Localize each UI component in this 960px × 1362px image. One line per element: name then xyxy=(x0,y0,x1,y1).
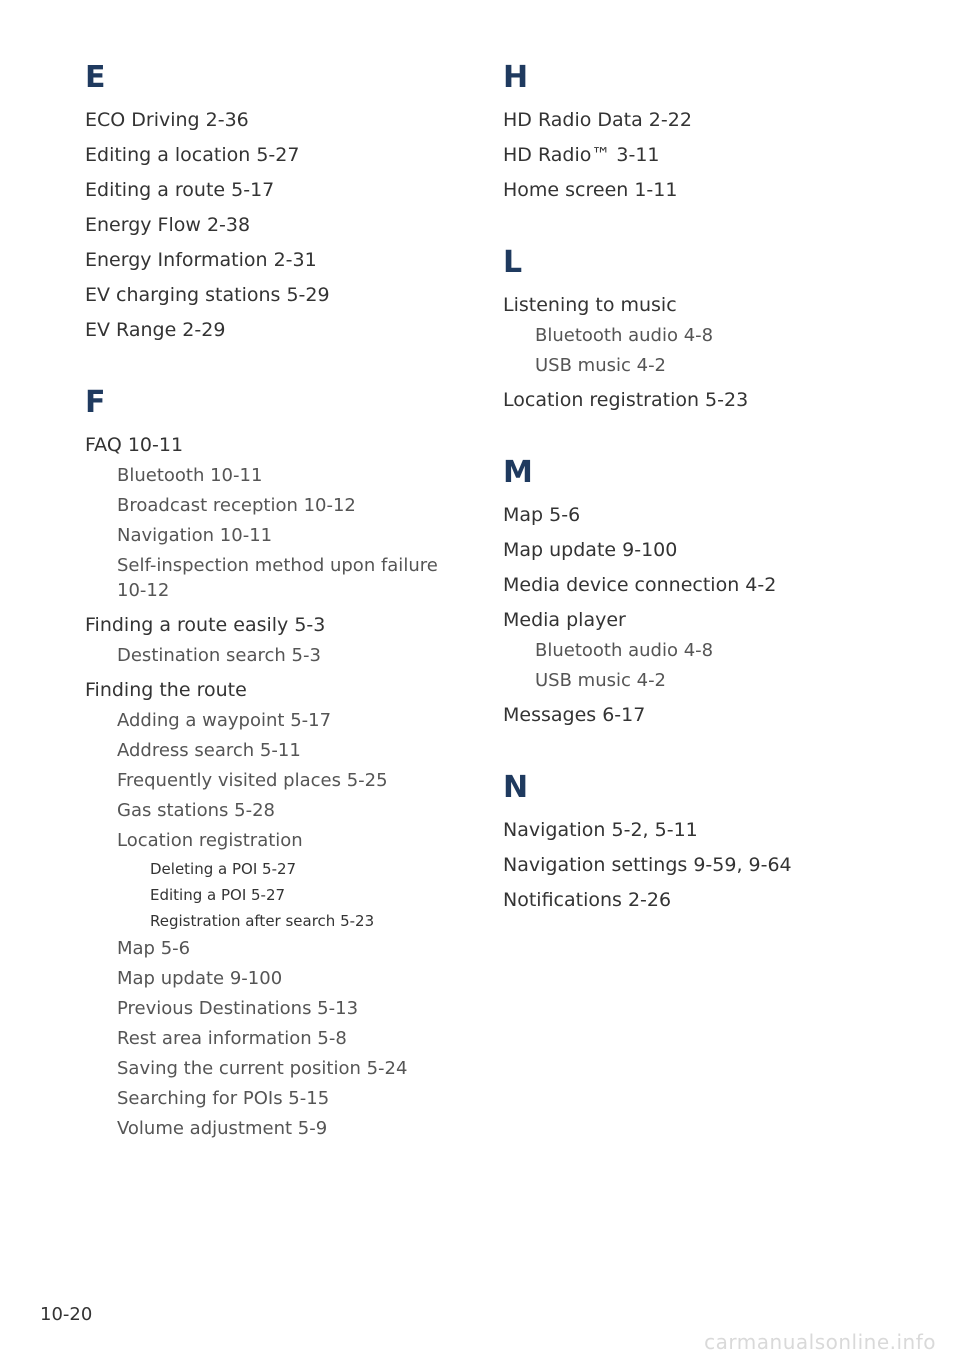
index-entry: Media player xyxy=(503,609,626,631)
index-entry: Finding a route easily 5-3 xyxy=(85,614,326,636)
index-entry: ECO Driving 2-36 xyxy=(85,109,249,131)
index-subentry: USB music 4-2 xyxy=(535,355,667,376)
index-subentry: Destination search 5-3 xyxy=(117,645,321,666)
index-subentry: Saving the current position 5-24 xyxy=(117,1058,408,1079)
index-entry: Messages 6-17 xyxy=(503,704,646,726)
index-entry: Home screen 1-11 xyxy=(503,179,678,201)
index-entry: Editing a location 5-27 xyxy=(85,144,300,166)
index-subentry: USB music 4-2 xyxy=(535,670,667,691)
index-entry: Media device connection 4-2 xyxy=(503,574,777,596)
watermark-text: carmanualsonline.info xyxy=(704,1330,936,1354)
index-column-left xyxy=(85,58,460,1181)
index-subentry: Map 5-6 xyxy=(117,938,191,959)
index-entry: HD Radio Data 2-22 xyxy=(503,109,692,131)
index-subentry: Volume adjustment 5-9 xyxy=(117,1118,328,1139)
index-subentry: Address search 5-11 xyxy=(117,740,301,761)
index-subsubentry: Registration after search 5-23 xyxy=(150,912,375,930)
index-entry: Navigation 5-2, 5-11 xyxy=(503,819,698,841)
index-subentry: Searching for POIs 5-15 xyxy=(117,1088,330,1109)
index-section-n xyxy=(503,768,893,913)
index-entry: Location registration 5-23 xyxy=(503,389,749,411)
index-section-e xyxy=(85,58,460,343)
section-letter: N xyxy=(503,770,529,805)
index-subentry: Bluetooth audio 4-8 xyxy=(535,640,714,661)
index-subentry: Bluetooth audio 4-8 xyxy=(535,325,714,346)
index-subentry: Location registration xyxy=(117,830,303,851)
index-entry: FAQ 10-11 xyxy=(85,434,184,456)
section-letter: M xyxy=(503,455,533,490)
index-entry: Listening to music xyxy=(503,294,677,316)
index-section-h xyxy=(503,58,893,203)
index-subentry: Navigation 10-11 xyxy=(117,525,273,546)
index-subentry: Frequently visited places 5-25 xyxy=(117,770,388,791)
index-subentry: Bluetooth 10-11 xyxy=(117,465,263,486)
index-entry: Energy Flow 2-38 xyxy=(85,214,251,236)
index-entry: HD Radio™ 3-11 xyxy=(503,144,660,166)
index-section-l xyxy=(503,243,893,413)
index-entry: Map 5-6 xyxy=(503,504,581,526)
index-entry: EV Range 2-29 xyxy=(85,319,226,341)
index-subentry: Rest area information 5-8 xyxy=(117,1028,347,1049)
index-column-right xyxy=(503,58,893,953)
section-letter: F xyxy=(85,385,106,420)
index-subentry: Broadcast reception 10-12 xyxy=(117,495,356,516)
index-section-f xyxy=(85,383,460,1141)
index-section-m xyxy=(503,453,893,728)
index-entry: Navigation settings 9-59, 9-64 xyxy=(503,854,792,876)
section-letter: H xyxy=(503,60,529,95)
index-entry: Finding the route xyxy=(85,679,247,701)
index-subentry: Adding a waypoint 5-17 xyxy=(117,710,332,731)
index-subsubentry: Editing a POI 5-27 xyxy=(150,886,286,904)
page-number: 10-20 xyxy=(40,1304,93,1325)
section-letter: L xyxy=(503,245,523,280)
index-entry: Editing a route 5-17 xyxy=(85,179,275,201)
index-subentry: Self-inspection method upon failure 10-12 xyxy=(117,555,438,601)
index-subentry: Previous Destinations 5-13 xyxy=(117,998,359,1019)
index-subentry: Gas stations 5-28 xyxy=(117,800,275,821)
index-entry: Energy Information 2-31 xyxy=(85,249,317,271)
index-entry: Map update 9-100 xyxy=(503,539,678,561)
section-letter: E xyxy=(85,60,106,95)
index-subsubentry: Deleting a POI 5-27 xyxy=(150,860,297,878)
index-entry: Notifications 2-26 xyxy=(503,889,672,911)
index-entry: EV charging stations 5-29 xyxy=(85,284,330,306)
index-subentry: Map update 9-100 xyxy=(117,968,283,989)
